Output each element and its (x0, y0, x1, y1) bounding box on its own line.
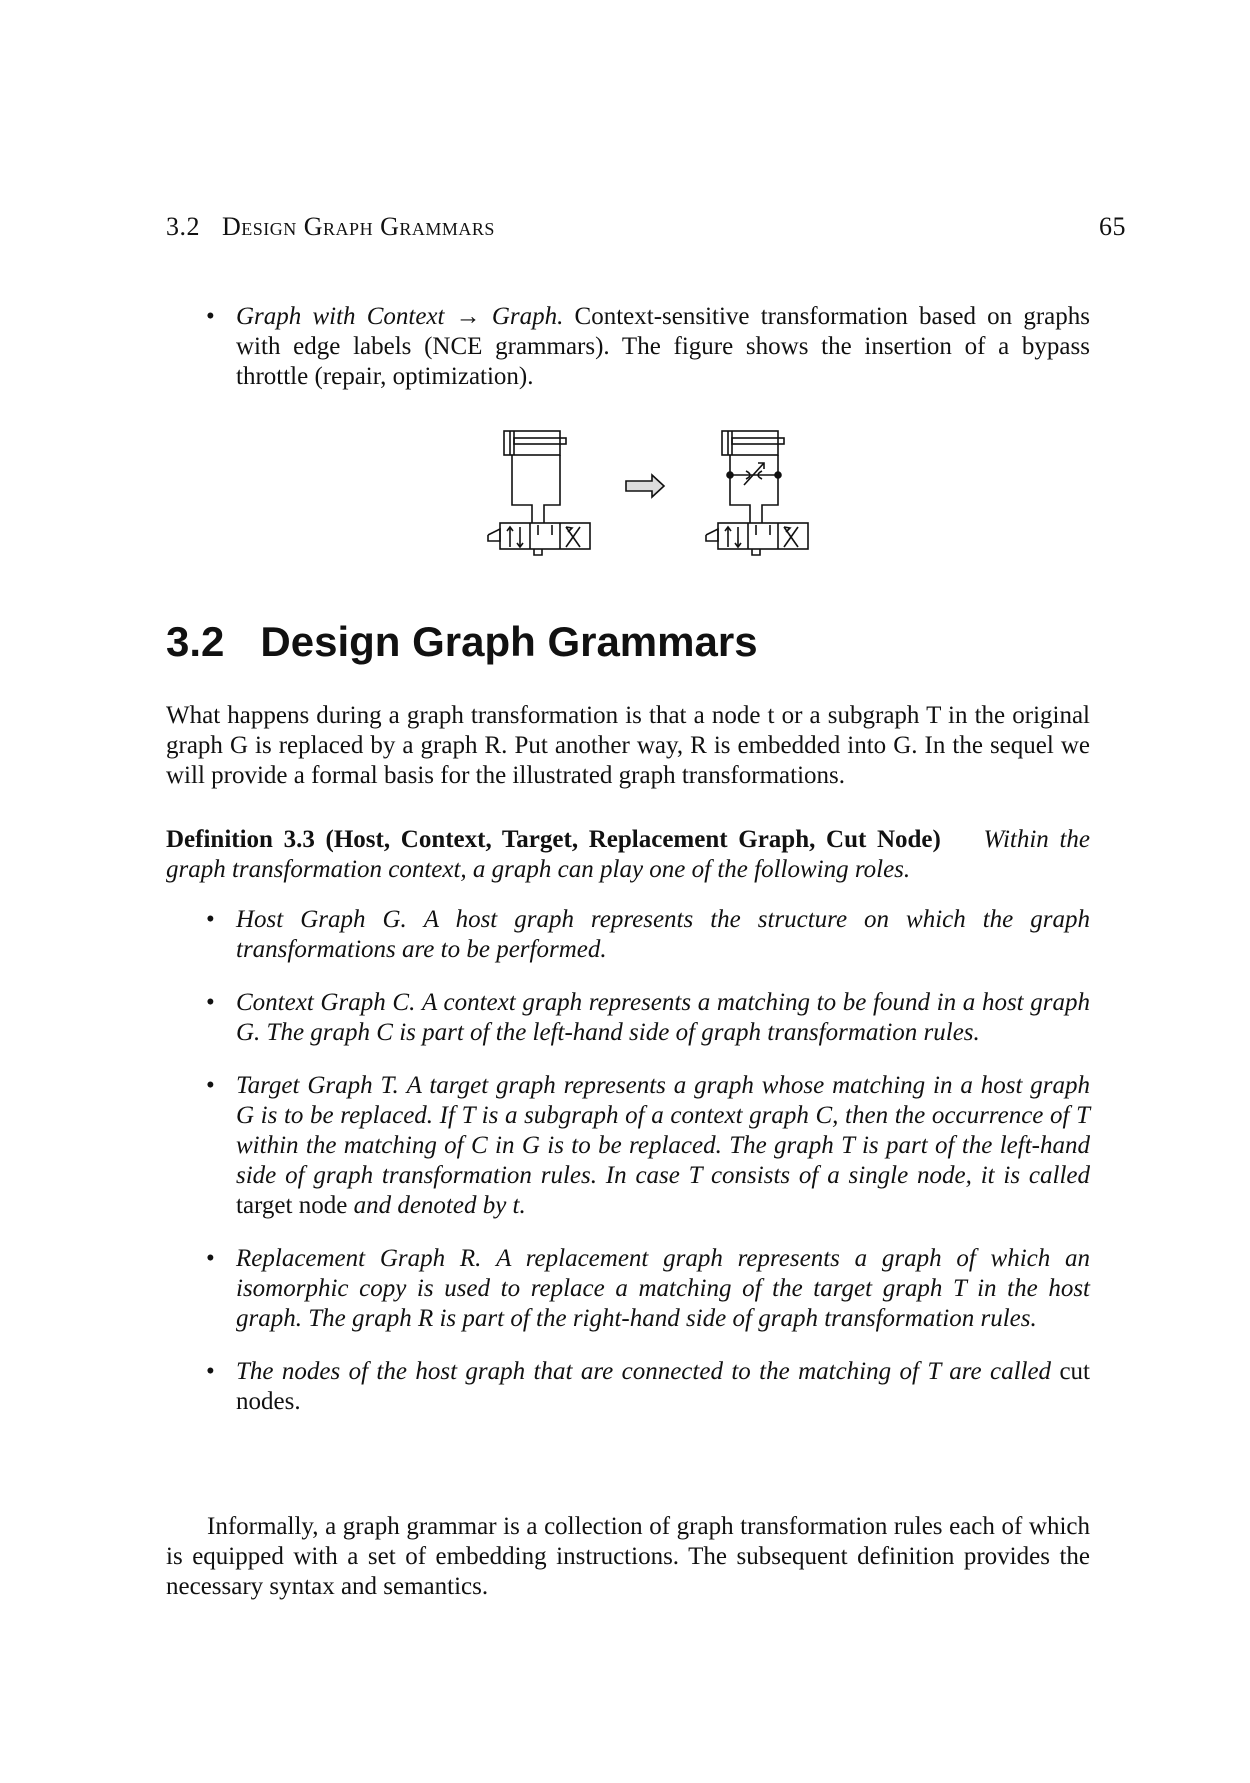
right-valve (706, 523, 808, 555)
list-item (166, 302, 1090, 392)
role-text: The nodes of the host graph that are connected to the matching of T are called (236, 1358, 1052, 1385)
page-number: 65 (1099, 212, 1126, 241)
section-heading (166, 618, 758, 666)
role-term: Context Graph C. (236, 989, 416, 1016)
transformation-arrow (626, 475, 664, 497)
intro-bullet-list (166, 302, 1090, 392)
definition (166, 825, 1090, 885)
role-term: Replacement Graph R. (236, 1245, 482, 1272)
bullet-text: Context-sensitive transformation based on graphs with edge labels (NCE grammars). The figure shows the insertion of a bypass throttle (repair, optimization). (236, 303, 1090, 390)
list-item (166, 988, 1090, 1048)
paragraph: What happens during a graph transformation is that a node t or a subgraph T in the original graph G is replaced by a graph R. Put another way, R is embedded into G. In the sequel we will provide a formal basis for the illustrated graph transformations. (166, 702, 1090, 789)
role-text-end: and denoted by t. (353, 1192, 526, 1219)
list-item (166, 1357, 1090, 1417)
role-text: A target graph represents a graph whose matching in a host graph G is to be replaced. If T is a subgraph of a context graph C, then the occurrence of T within the matching of C in G is to be replaced. The graph T is part of the left-hand side of graph transformation rules. In case T consists of a single node, it is called (236, 1072, 1090, 1189)
list-item (166, 1071, 1090, 1221)
right-connection-lines (727, 455, 781, 523)
definition-heading: Definition 3.3 (Host, Context, Target, Replacement Graph, Cut Node) (166, 826, 941, 853)
role-term: Target Graph T. (236, 1072, 399, 1099)
running-head-section-number: 3.2 (166, 212, 200, 241)
role-text: A context graph represents a matching to be found in a host graph G. The graph C is part of the left-hand side of graph transformation rules. (236, 989, 1091, 1046)
paragraph: Informally, a graph grammar is a collection of graph transformation rules each of which is equipped with a set of embedding instructions. The subsequent definition provides the necessary syntax and semantics. (166, 1513, 1090, 1600)
list-item (166, 905, 1090, 965)
right-cylinder (722, 431, 784, 455)
role-term: Host Graph G. (236, 906, 407, 933)
left-valve (488, 523, 590, 555)
bypass-throttle-figure (484, 425, 844, 565)
role-upright-term: cut nodes. (236, 1358, 1090, 1415)
role-upright-term: target node (236, 1192, 348, 1219)
definition-role-list (166, 905, 1090, 1440)
section-title: Design Graph Grammars (260, 618, 758, 665)
role-text: A host graph represents the structure on which the graph transformations are to be performed. (236, 906, 1090, 963)
left-connection-lines (512, 455, 560, 523)
role-text: A replacement graph represents a graph of which an isomorphic copy is used to replace a matching of the target graph T in the host graph. The graph R is part of the right-hand side of graph transformation rules. (236, 1245, 1091, 1332)
running-head (166, 212, 1126, 242)
section-number: 3.2 (166, 618, 225, 665)
left-cylinder (504, 431, 566, 455)
running-head-section-title: Design Graph Grammars (222, 212, 495, 241)
definition-text: Within the graph transformation context, a graph can play one of the following roles. (166, 826, 1091, 883)
bullet-term: Graph with Context → Graph. (236, 303, 564, 330)
list-item (166, 1244, 1090, 1334)
